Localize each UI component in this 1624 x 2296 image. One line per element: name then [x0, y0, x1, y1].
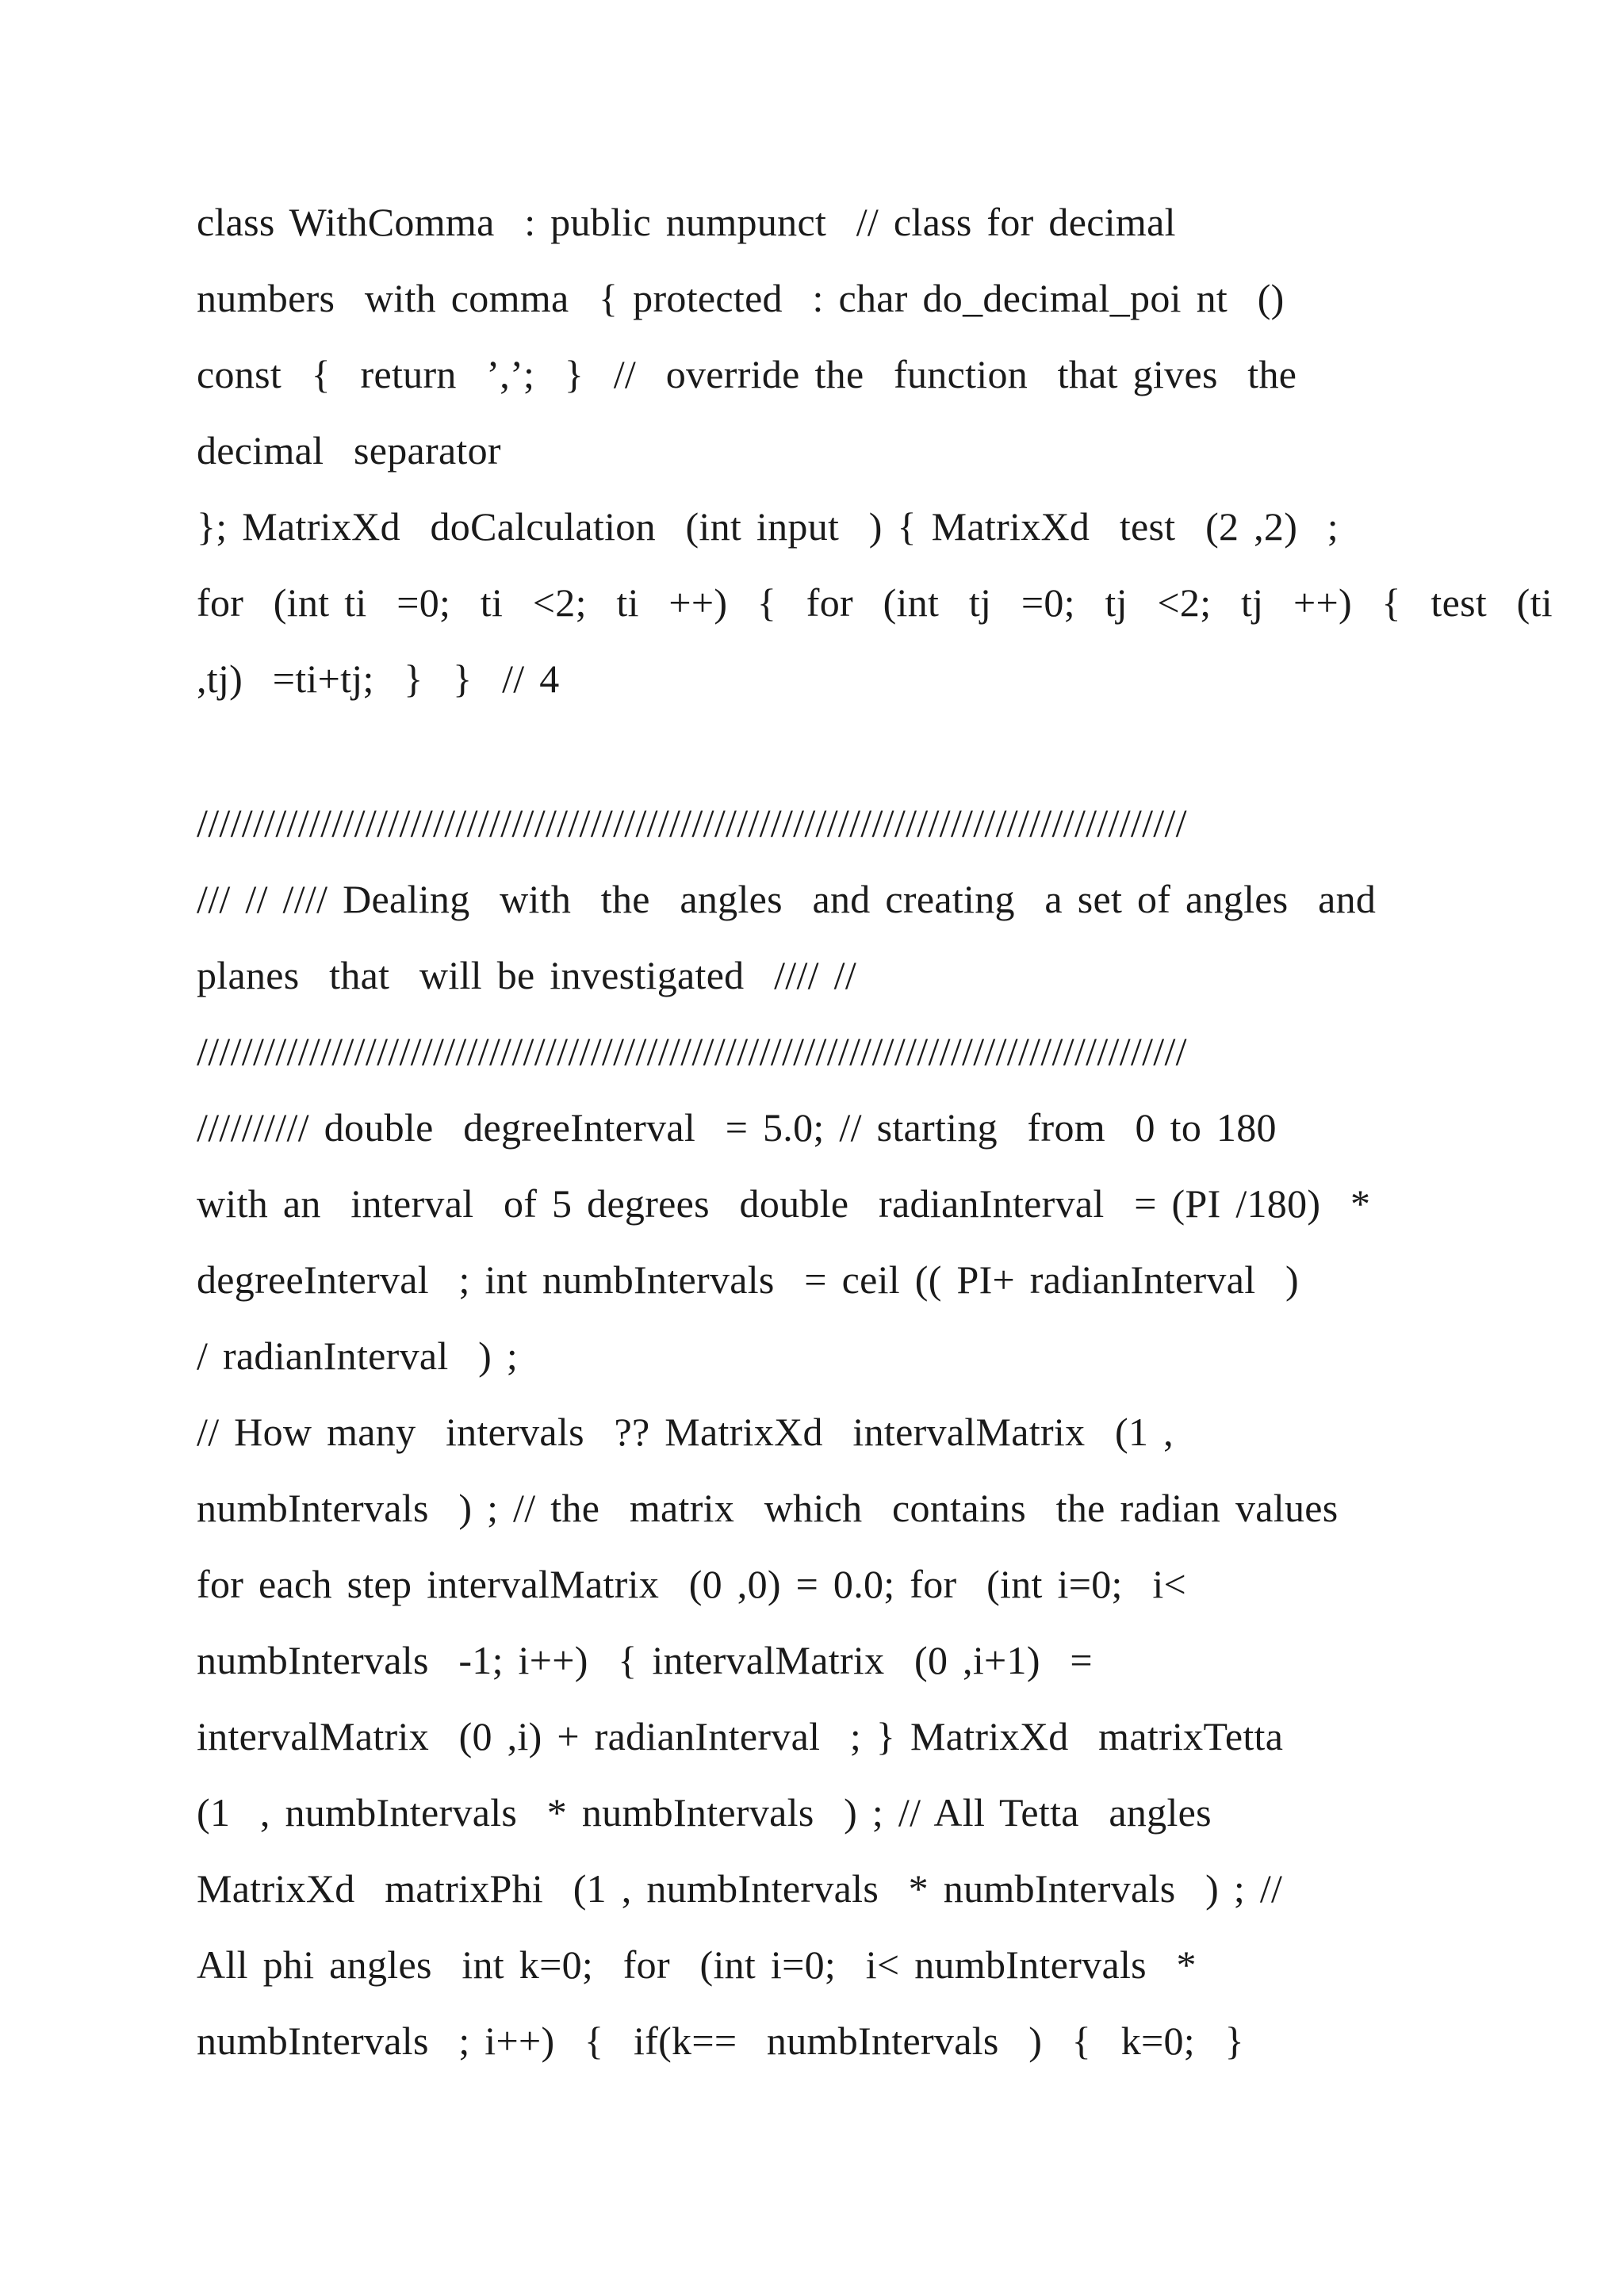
text-line: // How many intervals ?? MatrixXd intervalMatrix (1 ,	[197, 1410, 1174, 1454]
text-line: numbers with comma { protected : char do_decimal_poi nt ()	[197, 276, 1285, 320]
text-line: All phi angles int k=0; for (int i=0; i< numbIntervals *	[197, 1942, 1197, 1987]
text-line: ////////// double degreeInterval = 5.0; // starting from 0 to 180	[197, 1105, 1277, 1150]
text-line: planes that will be investigated //// //	[197, 953, 857, 997]
text-line: for each step intervalMatrix (0 ,0) = 0.0; for (int i=0; i<	[197, 1562, 1187, 1606]
text-line: decimal separator	[197, 428, 501, 473]
text-line: numbIntervals -1; i++) { intervalMatrix (0 ,i+1) =	[197, 1638, 1093, 1682]
text-line: numbIntervals ; i++) { if(k== numbIntervals ) { k=0; }	[197, 2019, 1244, 2063]
text-line: degreeInterval ; int numbIntervals = ceil (( PI+ radianInterval )	[197, 1257, 1299, 1302]
comment-divider-line: ////////////////////////////////////////////////////////////////////////////////////////	[197, 1029, 1187, 1073]
code-paragraph-2	[197, 785, 1450, 2079]
code-paragraph-1	[197, 184, 1553, 717]
text-line: (1 , numbIntervals * numbIntervals ) ; // All Tetta angles	[197, 1790, 1212, 1835]
text-line: }; MatrixXd doCalculation (int input ) { MatrixXd test (2 ,2) ;	[197, 504, 1339, 549]
text-line: const { return ’,’; } // override the function that gives the	[197, 352, 1297, 396]
text-line: /// // //// Dealing with the angles and creating a set of angles and	[197, 877, 1377, 921]
text-line: for (int ti =0; ti <2; ti ++) { for (int tj =0; tj <2; tj ++) { test (ti	[197, 580, 1553, 625]
text-line: with an interval of 5 degrees double radianInterval = (PI /180) *	[197, 1181, 1371, 1226]
text-line: ,tj) =ti+tj; } } // 4	[197, 656, 560, 701]
text-line: intervalMatrix (0 ,i) + radianInterval ; } MatrixXd matrixTetta	[197, 1714, 1284, 1758]
comment-divider-line: ////////////////////////////////////////////////////////////////////////////////////////	[197, 801, 1187, 845]
text-line: class WithComma : public numpunct // class for decimal	[197, 200, 1176, 244]
text-line: numbIntervals ) ; // the matrix which contains the radian values	[197, 1486, 1339, 1530]
text-line: / radianInterval ) ;	[197, 1334, 519, 1378]
text-line: MatrixXd matrixPhi (1 , numbIntervals * numbIntervals ) ; //	[197, 1866, 1283, 1911]
